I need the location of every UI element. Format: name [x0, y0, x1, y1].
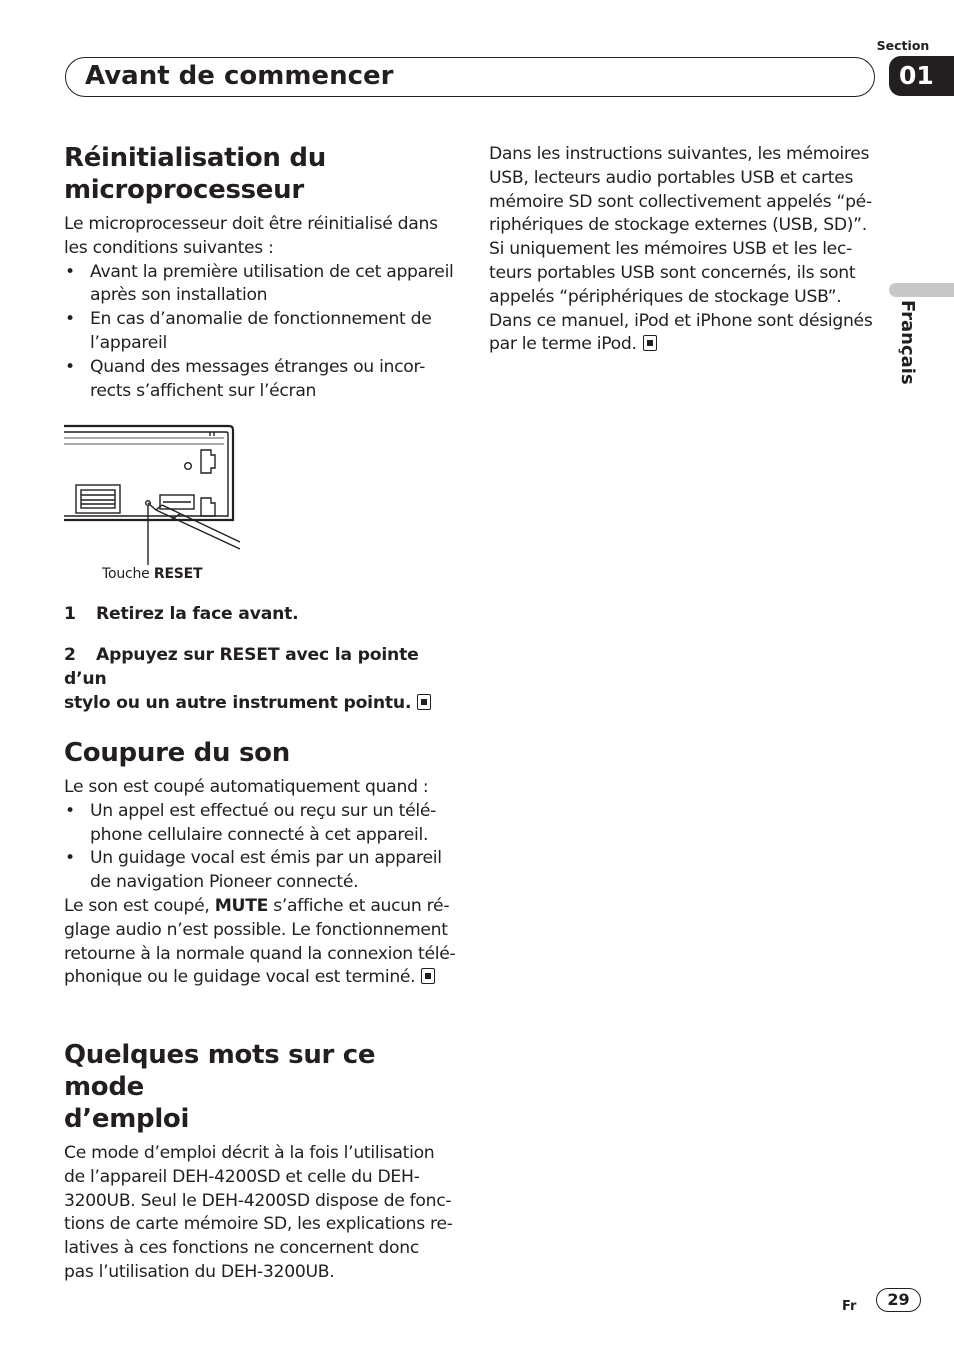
paragraph-line: retourne à la normale quand la connexion télé- — [64, 943, 456, 964]
section-label: Section — [876, 38, 930, 53]
paragraph-line: appelés “périphériques de stockage USB”. — [489, 286, 842, 307]
language-label: Français — [897, 300, 918, 385]
reset-button-illustration — [64, 423, 244, 589]
end-of-section-icon — [643, 335, 657, 351]
chapter-header — [65, 57, 875, 97]
section-number-badge: 01 — [889, 56, 954, 96]
paragraph-text: Le son est coupé, — [64, 895, 215, 916]
reset-bullet-list — [64, 261, 456, 404]
list-item-line: • Un guidage vocal est émis par un appareil — [90, 848, 442, 869]
paragraph-line: tions de carte mémoire SD, les explications re- — [64, 1214, 453, 1235]
paragraph-line: latives à ces fonctions ne concernent donc — [64, 1238, 419, 1259]
step-number: 2 — [64, 645, 76, 665]
mute-intro: Le son est coupé automatiquement quand : — [64, 777, 429, 797]
paragraph-line: par le terme iPod. — [489, 334, 637, 355]
list-item — [64, 800, 456, 848]
reset-heading-line2: microprocesseur — [64, 175, 304, 205]
step-2 — [64, 643, 456, 715]
paragraph-line: phonique ou le guidage vocal est terminé. — [64, 967, 416, 988]
step-1 — [64, 602, 456, 626]
list-item — [64, 261, 456, 309]
reset-intro-line2: les conditions suivantes : — [64, 237, 274, 258]
caption-prefix: Touche — [102, 566, 154, 582]
manual-section — [64, 1039, 456, 1285]
paragraph-line: Dans ce manuel, iPod et iPhone sont désignés — [489, 310, 873, 331]
paragraph-line: Si uniquement les mémoires USB et les lec- — [489, 239, 852, 260]
list-item-line: • En cas d’anomalie de fonctionnement de — [90, 309, 432, 330]
paragraph-line: mémoire SD sont collectivement appelés “pé- — [489, 191, 872, 212]
language-tab-marker — [889, 283, 954, 297]
mute-paragraph — [64, 895, 456, 990]
mute-heading: Coupure du son — [64, 738, 290, 768]
paragraph-line: riphériques de stockage externes (USB, SD)”. — [489, 215, 867, 236]
list-item-line: • Un appel est effectué ou reçu sur un télé- — [90, 800, 437, 821]
chapter-title: Avant de commencer — [85, 61, 394, 91]
manual-heading-line2: d’emploi — [64, 1104, 190, 1134]
mute-section — [64, 737, 456, 990]
end-of-section-icon — [417, 694, 431, 710]
list-item — [64, 356, 456, 404]
list-item — [64, 308, 456, 356]
mute-label: MUTE — [214, 895, 269, 916]
list-item-line: après son installation — [90, 285, 268, 306]
list-item-line: rects s’affichent sur l’écran — [90, 380, 317, 401]
manual-heading — [64, 1039, 456, 1135]
paragraph-line: Dans les instructions suivantes, les mémoires — [489, 144, 870, 164]
manual-heading-line1: Quelques mots sur ce mode — [64, 1040, 376, 1102]
end-of-section-icon — [421, 968, 435, 984]
step-text: stylo ou un autre instrument pointu. — [64, 693, 412, 713]
step-text: Appuyez sur RESET avec la pointe d’un — [64, 645, 419, 689]
reset-heading-line1: Réinitialisation du — [64, 143, 326, 173]
page-number: 29 — [876, 1288, 921, 1312]
figure-caption — [102, 566, 202, 582]
step-text: Retirez la face avant. — [96, 604, 299, 624]
list-item-line: l’appareil — [90, 332, 167, 353]
paragraph-line: teurs portables USB sont concernés, ils sont — [489, 262, 856, 283]
reset-intro — [64, 213, 456, 261]
step-number: 1 — [64, 604, 76, 624]
caption-reset-label: RESET — [153, 566, 203, 582]
list-item-line: • Avant la première utilisation de cet appareil — [90, 261, 454, 282]
reset-intro-line1: Le microprocesseur doit être réinitialisé dans — [64, 214, 438, 234]
reset-heading — [64, 142, 456, 206]
paragraph-line: 3200UB. Seul le DEH-4200SD dispose de fonc- — [64, 1190, 452, 1211]
reset-steps — [64, 602, 456, 715]
list-item-line: de navigation Pioneer connecté. — [90, 872, 359, 893]
paragraph-text: s’affiche et aucun ré- — [268, 895, 450, 916]
paragraph-line: Ce mode d’emploi décrit à la fois l’utilisation — [64, 1143, 435, 1163]
list-item-line: phone cellulaire connecté à cet appareil. — [90, 824, 429, 845]
paragraph-line: pas l’utilisation du DEH-3200UB. — [64, 1261, 335, 1282]
list-item-line: • Quand des messages étranges ou incor- — [90, 356, 426, 377]
paragraph-line: de l’appareil DEH-4200SD et celle du DEH- — [64, 1166, 420, 1187]
paragraph-line: glage audio n’est possible. Le fonctionnement — [64, 919, 448, 940]
footer-language-code: Fr — [842, 1299, 857, 1314]
manual-paragraph — [64, 1142, 456, 1285]
reset-section — [64, 142, 456, 403]
list-item — [64, 847, 456, 895]
paragraph-line: USB, lecteurs audio portables USB et cartes — [489, 167, 854, 188]
storage-paragraph — [489, 143, 881, 357]
